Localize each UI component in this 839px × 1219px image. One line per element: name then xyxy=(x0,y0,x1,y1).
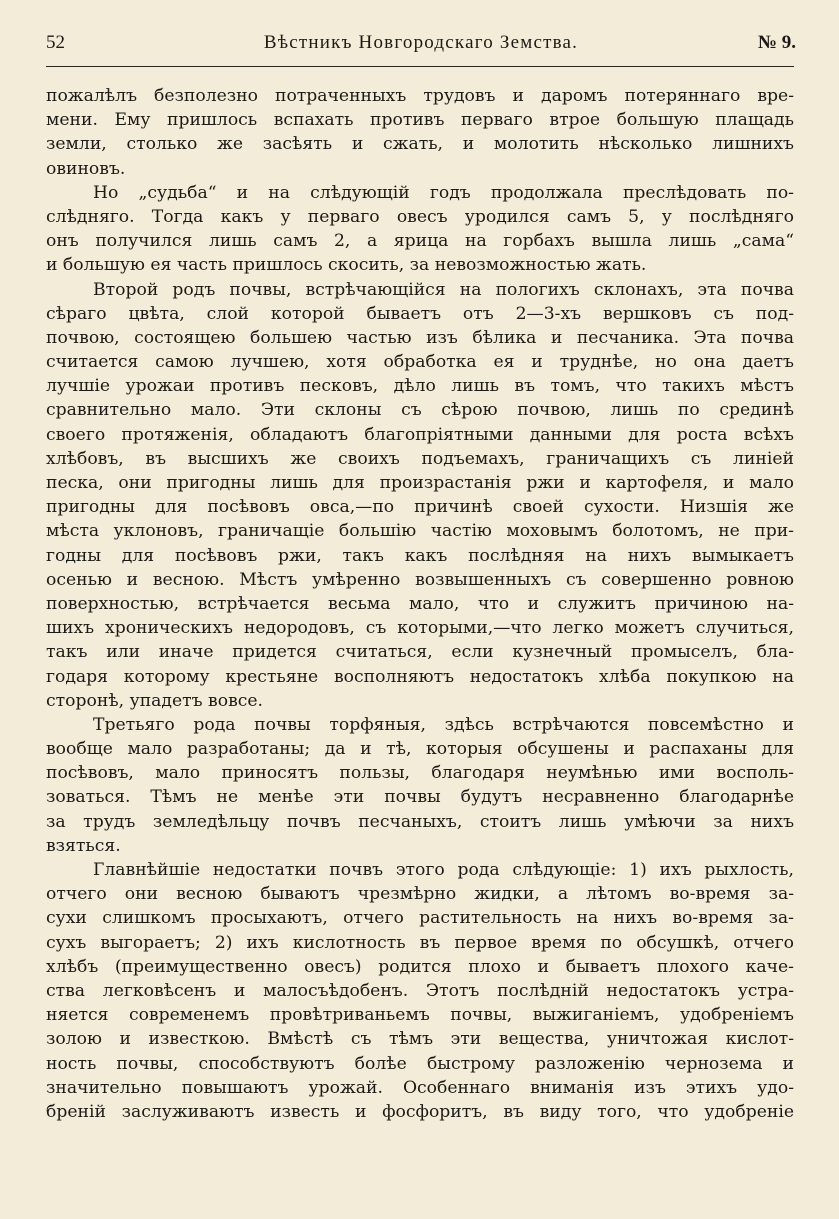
text-line: земли, столько же засѣять и сжать, и молотить нѣсколько лишнихъ xyxy=(46,134,794,155)
text-line: сухъ выгораетъ; 2) ихъ кислотность въ первое время по обсушкѣ, отчего xyxy=(46,932,794,953)
text-line: сравнительно мало. Эти склоны съ сѣрою почвою, лишь по срединѣ xyxy=(46,400,794,421)
text-line: хлѣбовъ, въ высшихъ же своихъ подъемахъ, граничащихъ съ линіей xyxy=(46,448,794,469)
journal-title: Вѣстникъ Новгородскаго Земства. xyxy=(263,32,579,53)
body-text xyxy=(46,84,794,1124)
running-header xyxy=(46,32,796,58)
text-line: осенью и весною. Мѣстъ умѣренно возвышенныхъ съ совершенно ровною xyxy=(46,569,794,590)
text-line: бреній заслуживаютъ известь и фосфоритъ, въ виду того, что удобреніе xyxy=(46,1101,794,1122)
text-line: онъ получился лишь самъ 2, а ярица на горбахъ вышла лишь „сама“ xyxy=(46,231,794,252)
text-line: сухи слишкомъ просыхаютъ, отчего растительность на нихъ во-время за- xyxy=(46,908,794,929)
text-line: зоваться. Тѣмъ не менѣе эти почвы будутъ несравненно благодарнѣе xyxy=(46,787,794,808)
text-line: взяться. xyxy=(46,835,121,856)
text-line: хлѣбъ (преимущественно овесъ) родится плохо и бываетъ плохого каче- xyxy=(46,956,794,977)
text-line: пожалѣлъ безполезно потраченныхъ трудовъ и даромъ потеряннаго вре- xyxy=(46,86,794,106)
text-line: годны для посѣвовъ ржи, такъ какъ послѣдняя на нихъ вымыкаетъ xyxy=(46,545,794,566)
text-line: годаря которому крестьяне восполняютъ недостатокъ хлѣба покупкою на xyxy=(46,666,794,687)
text-line: шихъ хроническихъ недородовъ, съ которыми,—что легко можетъ случиться, xyxy=(46,618,794,639)
text-line: отчего они весною бываютъ чрезмѣрно жидки, а лѣтомъ во-время за- xyxy=(46,884,794,905)
text-line: Но „судьба“ и на слѣдующій годъ продолжала преслѣдовать по- xyxy=(93,182,794,203)
text-line: овиновъ. xyxy=(46,158,126,179)
text-line: мени. Ему пришлось вспахать противъ перваго втрое большую плащадь xyxy=(46,110,794,131)
text-line: вообще мало разработаны; да и тѣ, которыя обсушены и распаханы для xyxy=(46,739,794,760)
text-line: лучшіе урожаи противъ песковъ, дѣло лишь въ томъ, что такихъ мѣстъ xyxy=(46,376,794,397)
text-line: ства легковѣсенъ и малосъѣдобенъ. Этотъ послѣдній недостатокъ устра- xyxy=(46,980,794,1001)
text-line: пригодны для посѣвовъ овса,—по причинѣ своей сухости. Низшія же xyxy=(46,497,794,518)
text-line: почвою, состоящею большею частью изъ бѣлика и песчаника. Эта почва xyxy=(46,327,794,348)
text-line: Главнѣйшіе недостатки почвъ этого рода слѣдующіе: 1) ихъ рыхлость, xyxy=(93,860,794,880)
text-line: золою и известкою. Вмѣстѣ съ тѣмъ эти вещества, уничтожая кислот- xyxy=(46,1029,794,1050)
header-rule xyxy=(46,66,794,67)
text-line: и большую ея часть пришлось скосить, за невозможностью жать. xyxy=(46,255,647,276)
text-line: сторонѣ, упадетъ вовсе. xyxy=(46,690,264,711)
page-number: 52 xyxy=(46,32,65,53)
text-line: за трудъ земледѣльцу почвъ песчаныхъ, стоитъ лишь умѣючи за нихъ xyxy=(46,811,794,832)
text-line: такъ или иначе придется считаться, если кузнечный промыселъ, бла- xyxy=(46,642,794,663)
text-line: ность почвы, способствуютъ болѣе быстрому разложенію чернозема и xyxy=(46,1053,794,1074)
text-line: слѣдняго. Тогда какъ у перваго овесъ уродился самъ 5, у послѣдняго xyxy=(46,206,794,227)
text-line: песка, они пригодны лишь для произрастанія ржи и картофеля, и мало xyxy=(46,473,794,493)
text-line: Второй родъ почвы, встрѣчающійся на пологихъ склонахъ, эта почва xyxy=(93,279,794,300)
text-line: Третьяго рода почвы торфяныя, здѣсь встрѣчаются повсемѣстно и xyxy=(93,714,794,735)
text-line: сѣраго цвѣта, слой которой бываетъ отъ 2—3-хъ вершковъ съ под- xyxy=(46,303,794,324)
text-line: посѣвовъ, мало приносятъ пользы, благодаря неумѣнью ими восполь- xyxy=(46,763,794,784)
text-line: поверхностью, встрѣчается весьма мало, что и служитъ причиною на- xyxy=(46,593,794,614)
issue-number: № 9. xyxy=(757,32,796,53)
text-line: няется современемъ провѣтриваньемъ почвы, выжиганіемъ, удобреніемъ xyxy=(46,1005,794,1026)
text-line: мѣста уклоновъ, граничащіе большію частію моховымъ болотомъ, не при- xyxy=(46,521,794,542)
text-line: своего протяженія, обладаютъ благопріятными данными для роста всѣхъ xyxy=(46,424,794,445)
text-line: значительно повышаютъ урожай. Особеннаго вниманія изъ этихъ удо- xyxy=(46,1077,794,1098)
text-line: считается самою лучшею, хотя обработка ея и труднѣе, но она даетъ xyxy=(46,352,794,373)
